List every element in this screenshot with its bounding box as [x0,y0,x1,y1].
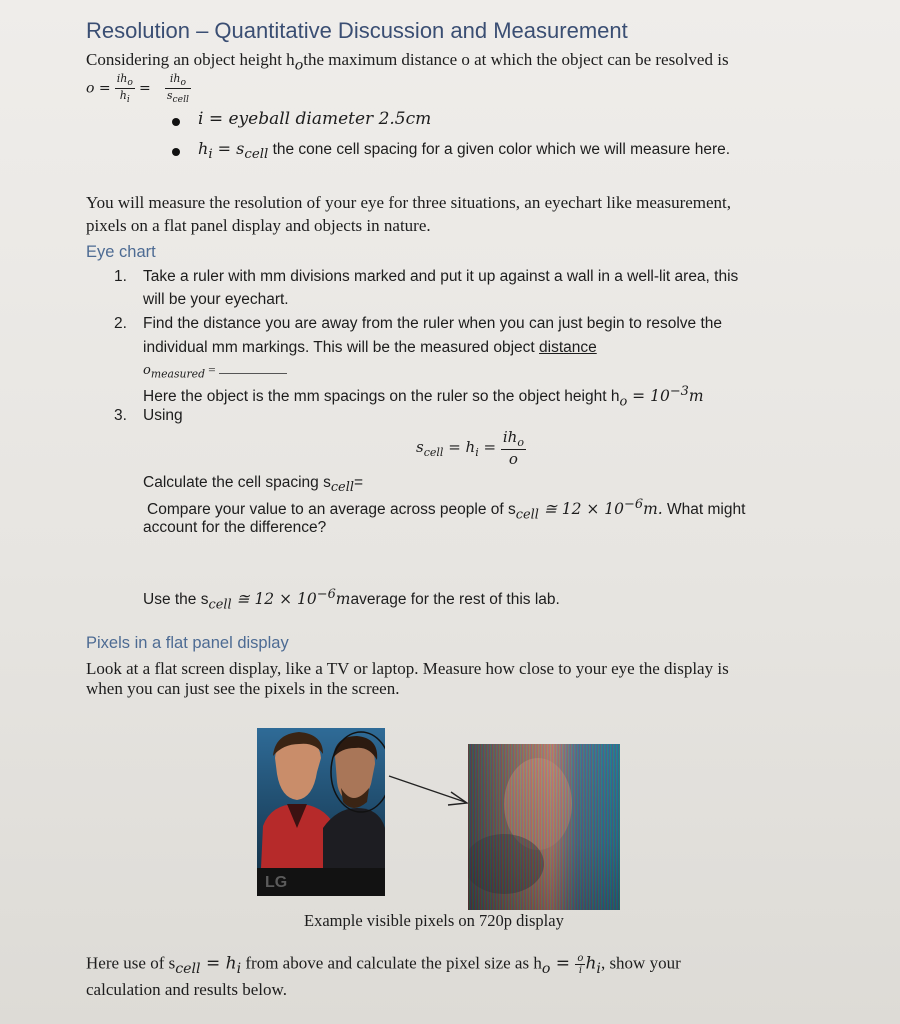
bullet-2-s: = s [212,139,245,158]
formula-equals: = [139,80,151,97]
step1-line1: Take a ruler with mm divisions marked and put it up against a wall in a well-lit area, this [143,268,739,285]
step1-number: 1. [114,268,127,285]
frac1-num: ih [116,72,128,85]
para1-line1: You will measure the resolution of your eye for three situations, an eyechart like measurement, [86,193,732,212]
step2-number: 2. [114,315,127,332]
pixel-zoom-illustration [468,744,620,910]
step3-number: 3. [114,407,127,424]
calc-eq: = [353,474,364,491]
final-text-a: Here use of s [86,953,176,973]
final-e: h [585,953,597,974]
bullet-1: i = eyeball diameter 2.5cm [198,109,432,129]
f3-den: o [508,450,518,468]
o-measured-blank[interactable] [219,363,287,374]
intro-rest: the maximum distance o at which the object can be resolved is [303,50,729,69]
step2-line2 [143,339,597,357]
use-value: ≅ 12 × 10 [231,590,317,609]
f3-eq2: = [478,437,497,456]
compare-unit: m. [643,500,663,519]
compare-value: ≅ 12 × 10 [538,500,625,519]
final-fraction [575,953,585,976]
use-exp: −6 [316,587,336,602]
final-frac-num: o [577,953,584,964]
poster-photo [257,728,385,896]
final-text-c: from above and calculate the pixel size as h [241,953,542,973]
frac1-num-sub: o [127,77,133,89]
frac2-num: ih [169,72,181,85]
final-line1 [86,953,681,977]
use-average-line [143,587,560,612]
f3-num-sub: o [517,436,524,449]
bullet-2 [198,139,730,162]
intro-line [86,50,729,73]
frac2-den-sub: cell [172,94,189,106]
bullet-2-s-sub: cell [244,147,269,163]
f3-h-sub: i [475,445,479,459]
page-title: Resolution – Quantitative Discussion and Measurement [86,18,628,43]
figure-caption: Example visible pixels on 720p display [304,911,564,930]
intro-sub: o [294,57,304,74]
poster-illustration [257,728,385,896]
pixels-line1: Look at a flat screen display, like a TV or laptop. Measure how close to your eye the display is [86,659,729,678]
final-a-sub: cell [175,960,201,977]
bullet-dot-2 [172,148,180,156]
o-measured-line [143,362,287,381]
bullet-2-h-sub: i [208,147,213,163]
bullet-2-h: h [198,139,209,158]
step2-line2-text: individual mm markings. This will be the measured object [143,339,539,356]
compare-question: What might [662,501,746,519]
height-unit: m [688,387,704,406]
formula-fraction-2 [165,72,191,105]
final-line2: calculation and results below. [86,980,287,999]
o-measured-symbol: o [143,363,151,378]
bullet-2-text: the cone cell spacing for a given color which we will measure here. [268,141,731,158]
o-measured-eq: = [205,362,216,377]
f3-fraction [501,428,526,468]
use-text: Use the s [143,591,209,609]
final-c-sub: o [541,960,551,977]
step2-line1: Find the distance you are away from the ruler when you can just begin to resolve the [143,315,722,332]
calc-line [143,474,363,495]
compare-line2: account for the difference? [143,519,327,536]
final-text-f: , show your [600,953,681,973]
final-b-sub: i [236,960,242,977]
arrow-icon [385,760,475,810]
f3-s-letter: s [416,437,424,456]
height-exp: −3 [669,384,689,399]
final-d: = [550,953,576,974]
step2-distance-word: distance [539,339,597,356]
intro-text: Considering an object height h [86,50,295,69]
eye-chart-heading: Eye chart [86,243,156,261]
f3-s-sub: cell [423,445,444,459]
compare-sub: cell [515,507,539,523]
para1-line2: pixels on a flat panel display and objects in nature. [86,216,431,235]
use-sub: cell [208,597,232,613]
o-measured-sub: measured [150,367,206,381]
formula-fraction-1 [115,72,135,105]
bullet-dot-1 [172,118,180,126]
final-b: = h [200,953,237,974]
compare-text: Compare your value to an average across people of s [147,501,516,519]
compare-exp: −6 [624,497,644,512]
lg-logo-text: LG [265,874,288,891]
pixels-line2: when you can just see the pixels in the screen. [86,679,400,698]
intro-formula [86,72,191,105]
final-e-sub: i [596,960,601,977]
frac1-den: h [119,89,127,103]
height-line [143,384,704,409]
frac2-num-sub: o [180,77,186,89]
use-rest: average for the rest of this lab. [350,591,560,609]
height-sub: o [619,394,628,410]
formula-lhs: o = [86,80,111,97]
step3-text: Using [143,407,183,424]
calc-sub: cell [330,480,354,496]
frac2-den: s [166,89,173,103]
use-unit: m [335,590,351,609]
f3-num: ih [502,428,518,446]
cell-spacing-formula [416,428,526,468]
step1-line2: will be your eyechart. [143,291,289,308]
final-frac-den: i [578,965,583,976]
pixel-zoom-photo [468,744,620,910]
calc-text: Calculate the cell spacing s [143,474,331,491]
height-text: Here the object is the mm spacings on the ruler so the object height h [143,388,620,406]
height-eq: = 10 [627,387,670,406]
pixels-heading: Pixels in a flat panel display [86,634,289,652]
frac1-den-sub: i [126,94,130,106]
f3-s [416,437,497,459]
f3-eq1: = h [443,437,476,456]
